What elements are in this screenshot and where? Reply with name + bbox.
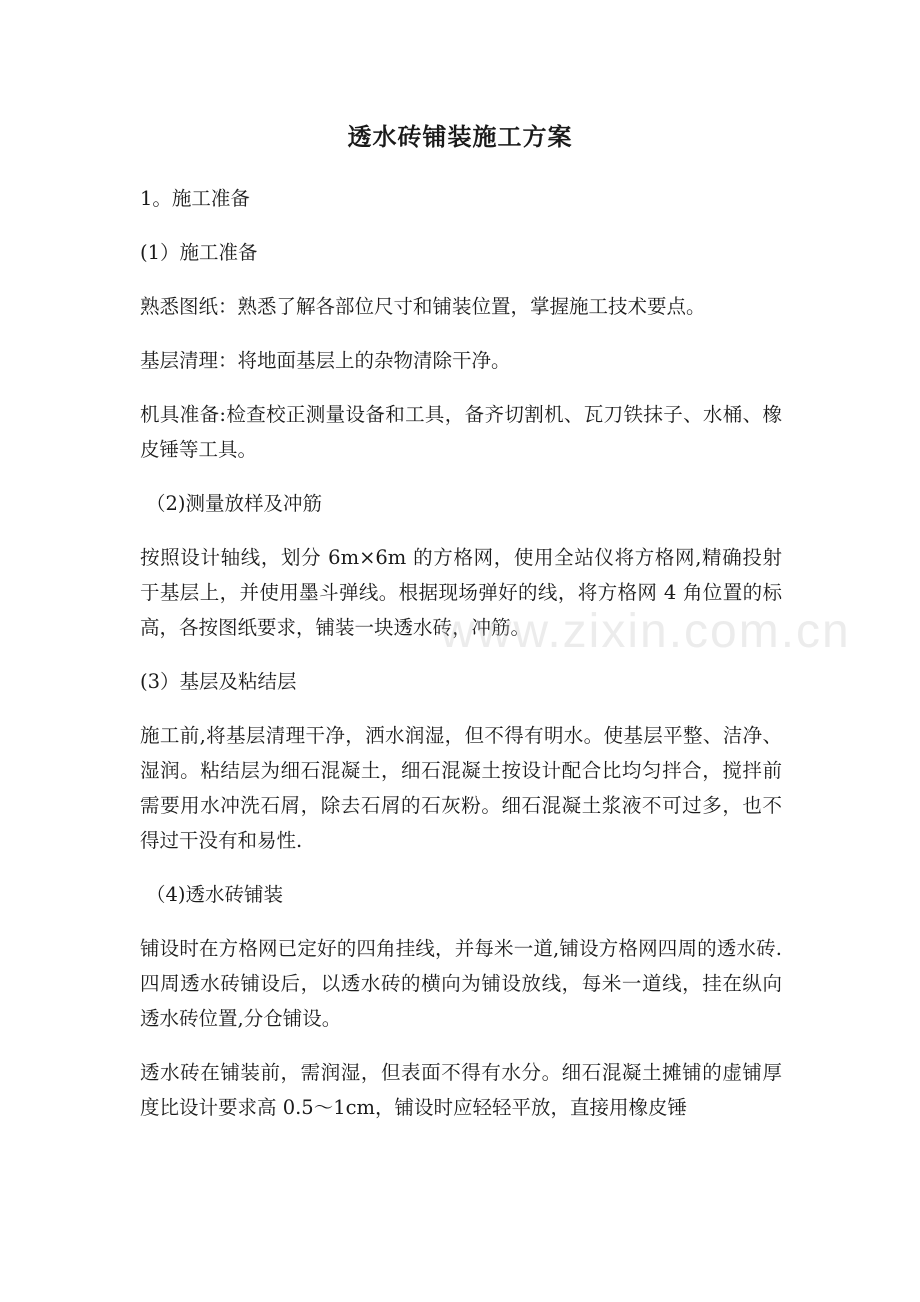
section-heading-1: 1。施工准备 [140, 187, 250, 210]
paragraph-base-layer: 施工前,将基层清理干净，洒水润湿，但不得有明水。使基层平整、洁净、湿润。粘结层为细石混凝土，细石混凝土按设计配合比均匀拌合，搅拌前需要用水冲洗石屑，除去石屑的石灰粉。细石混凝土浆液不可过多，也不得过干没有和易性. [140, 724, 782, 852]
paragraph-laying: 铺设时在方格网已定好的四角挂线，并每米一道,铺设方格网四周的透水砖.四周透水砖铺设后，以透水砖的横向为铺设放线，每米一道线，挂在纵向透水砖位置,分仓铺设。 [140, 937, 782, 1030]
paragraph-drawings: 熟悉图纸：熟悉了解各部位尺寸和铺装位置，掌握施工技术要点。 [140, 295, 706, 318]
paragraph-survey: 按照设计轴线，划分 6m×6m 的方格网，使用全站仪将方格网,精确投射于基层上，并使用墨斗弹线。根据现场弹好的线，将方格网 4 角位置的标高，各按图纸要求，铺装一块透水砖，冲筋。 [140, 546, 782, 639]
subsection-heading-4: （4)透水砖铺装 [146, 883, 284, 906]
watermark: www.zixin.com.cn [440, 605, 851, 658]
paragraph-base-cleaning: 基层清理：将地面基层上的杂物清除干净。 [140, 349, 511, 372]
document-body [140, 181, 782, 1144]
subsection-heading-3: (3）基层及粘结层 [140, 670, 297, 693]
subsection-heading-1: (1）施工准备 [140, 241, 258, 264]
document-title: 透水砖铺装施工方案 [347, 122, 573, 151]
paragraph-laying-detail: 透水砖在铺装前，需润湿，但表面不得有水分。细石混凝土摊铺的虚铺厚度比设计要求高 0.5～1cm，铺设时应轻轻平放，直接用橡皮锤 [140, 1061, 782, 1119]
subsection-heading-2: （2)测量放样及冲筋 [146, 492, 323, 515]
paragraph-equipment: 机具准备:检查校正测量设备和工具，备齐切割机、瓦刀铁抹子、水桶、橡皮锤等工具。 [140, 403, 782, 461]
